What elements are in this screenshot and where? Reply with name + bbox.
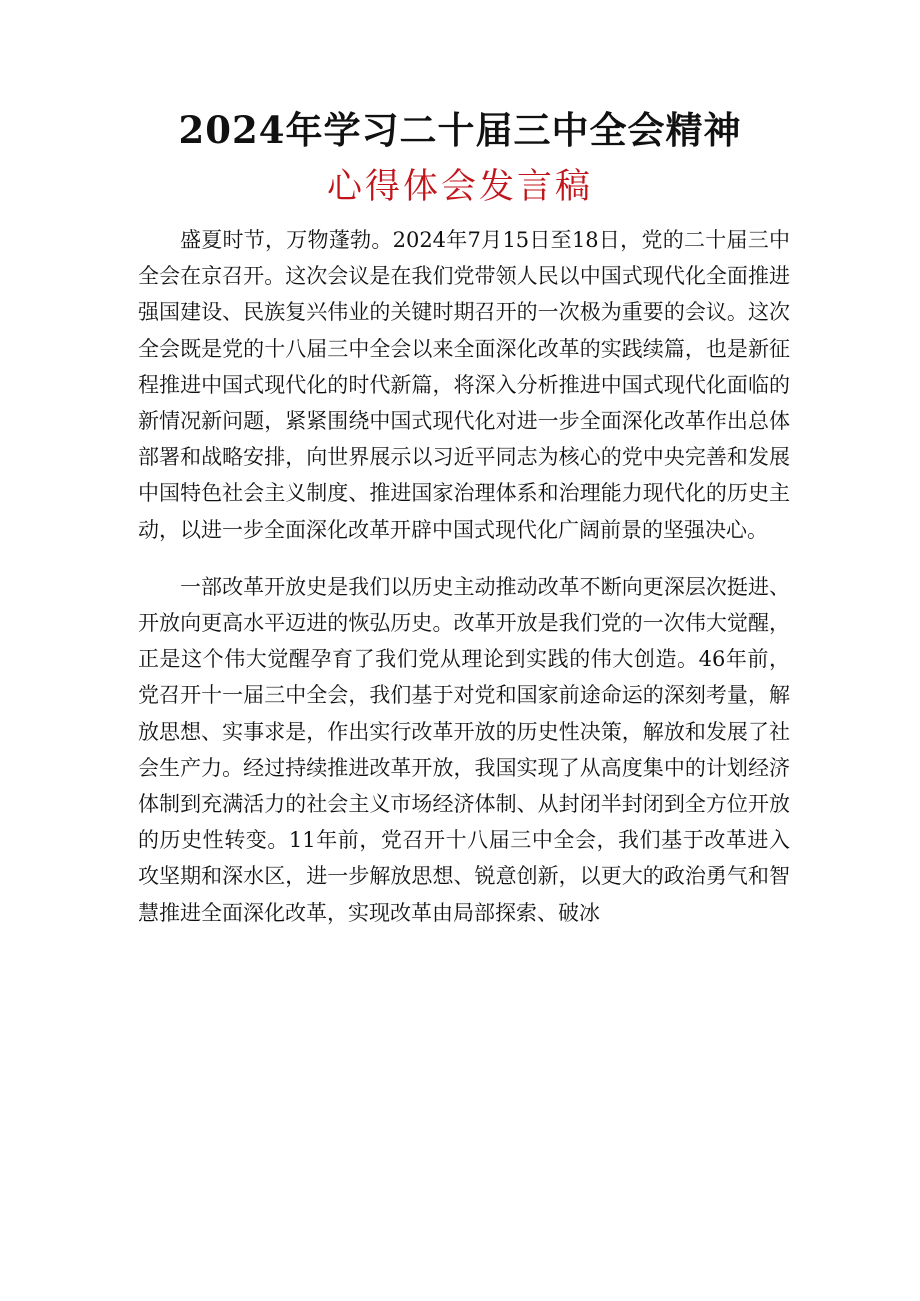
document-body bbox=[138, 222, 790, 931]
paragraph-1: 盛夏时节，万物蓬勃。2024年7月15日至18日，党的二十届三中全会在京召开。这次会议是在我们党带领人民以中国式现代化全面推进强国建设、民族复兴伟业的关键时期召开的一次极为重要的会议。这次全会既是党的十八届三中全会以来全面深化改革的实践续篇，也是新征程推进中国式现代化的时代新篇，将深入分析推进中国式现代化面临的新情况新问题，紧紧围绕中国式现代化对进一步全面深化改革作出总体部署和战略安排，向世界展示以习近平同志为核心的党中央完善和发展中国特色社会主义制度、推进国家治理体系和治理能力现代化的历史主动，以进一步全面深化改革开辟中国式现代化广阔前景的坚强决心。 bbox=[138, 228, 790, 542]
paragraph-2: 一部改革开放史是我们以历史主动推动改革不断向更深层次挺进、开放向更高水平迈进的恢弘历史。改革开放是我们党的一次伟大觉醒，正是这个伟大觉醒孕育了我们党从理论到实践的伟大创造。46年前，党召开十一届三中全会，我们基于对党和国家前途命运的深刻考量，解放思想、实事求是，作出实行改革开放的历史性决策，解放和发展了社会生产力。经过持续推进改革开放，我国实现了从高度集中的计划经济体制到充满活力的社会主义市场经济体制、从封闭半封闭到全方位开放的历史性转变。11年前，党召开十八届三中全会，我们基于改革进入攻坚期和深水区，进一步解放思想、锐意创新，以更大的政治勇气和智慧推进全面深化改革，实现改革由局部探索、破冰 bbox=[138, 574, 790, 925]
document-title: 2024年学习二十届三中全会精神 bbox=[178, 108, 742, 152]
document-subtitle: 心得体会发言稿 bbox=[326, 167, 593, 207]
